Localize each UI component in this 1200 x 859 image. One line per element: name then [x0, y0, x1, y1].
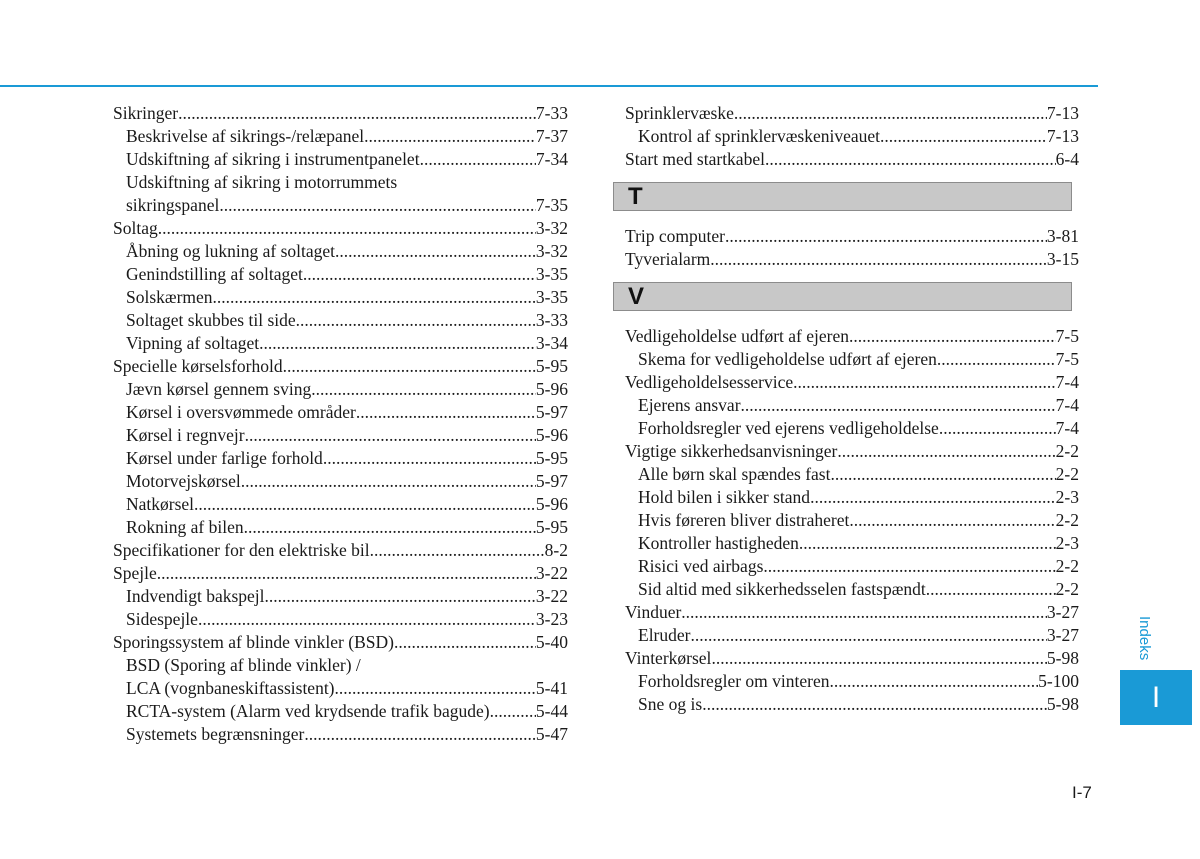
entry-page: 6-4 [1055, 149, 1079, 169]
entry-page: 7-35 [535, 195, 568, 215]
dot-leader [829, 670, 1038, 693]
dot-leader [849, 325, 1056, 348]
entry-text: Trip computer [625, 226, 725, 246]
dot-leader [763, 555, 1055, 578]
entry-page: 5-98 [1046, 648, 1079, 668]
entry-page: 3-81 [1046, 226, 1079, 246]
entry-page: 2-2 [1055, 464, 1079, 484]
entry-page: 2-3 [1055, 487, 1079, 507]
dot-leader [799, 532, 1056, 555]
index-entry[interactable] [625, 325, 1079, 348]
index-subentry[interactable] [113, 125, 568, 148]
dot-leader [356, 401, 536, 424]
index-subentry[interactable] [113, 378, 568, 401]
entry-text: Forholdsregler ved ejerens vedligeholdelse [638, 418, 939, 438]
index-subentry[interactable] [625, 417, 1079, 440]
entry-text: Specifikationer for den elektriske bil [113, 540, 370, 560]
index-subentry[interactable] [113, 447, 568, 470]
index-subentry[interactable] [113, 585, 568, 608]
entry-page: 5-95 [535, 356, 568, 376]
entry-text: Skema for vedligeholdelse udført af ejeren [638, 349, 937, 369]
dot-leader [335, 240, 536, 263]
entry-text: Indvendigt bakspejl [126, 586, 265, 606]
dot-leader [690, 624, 1046, 647]
dot-leader [323, 447, 536, 470]
entry-text: Vedligeholdelsesservice [625, 372, 794, 392]
entry-text: Kørsel i oversvømmede områder [126, 402, 356, 422]
section-tab[interactable]: I [1120, 670, 1192, 725]
entry-page: 2-2 [1055, 579, 1079, 599]
dot-leader [303, 263, 536, 286]
dot-leader [157, 562, 536, 585]
entry-page: 3-35 [535, 264, 568, 284]
entry-page: 3-27 [1046, 602, 1079, 622]
index-subentry[interactable] [625, 348, 1079, 371]
index-subentry[interactable] [113, 286, 568, 309]
index-subentry[interactable] [625, 463, 1079, 486]
index-subentry[interactable] [113, 401, 568, 424]
entry-text: Start med startkabel [625, 149, 765, 169]
entry-page: 3-34 [535, 333, 568, 353]
entry-text: LCA (vognbaneskiftassistent) [126, 678, 335, 698]
dot-leader [364, 125, 536, 148]
entry-page: 5-100 [1038, 671, 1079, 691]
dot-leader [702, 693, 1047, 716]
entry-text: Tyverialarm [625, 249, 711, 269]
entry-text: Vedligeholdelse udført af ejeren [625, 326, 850, 346]
entry-page: 5-96 [535, 425, 568, 445]
index-entry[interactable] [625, 102, 1079, 125]
entry-text: Vinterkørsel [625, 648, 712, 668]
page-number: I-7 [1072, 783, 1092, 802]
dot-leader [711, 647, 1046, 670]
index-subentry[interactable] [113, 309, 568, 332]
dot-leader [283, 355, 536, 378]
index-column-left [113, 102, 568, 746]
index-subentry[interactable] [625, 486, 1079, 509]
entry-text: Sne og is [638, 694, 703, 714]
dot-leader [880, 125, 1047, 148]
entry-page: 7-33 [535, 103, 568, 123]
dot-leader [710, 248, 1047, 271]
entry-text: Genindstilling af soltaget [126, 264, 303, 284]
entry-page: 2-2 [1055, 510, 1079, 530]
entry-page: 8-2 [544, 540, 568, 560]
letter-heading: V [613, 282, 1072, 311]
dot-leader [725, 225, 1047, 248]
entry-text: sikringspanel [126, 195, 220, 215]
entry-page: 7-5 [1055, 349, 1079, 369]
dot-leader [793, 371, 1056, 394]
index-entry[interactable] [113, 631, 568, 654]
entry-text: Spejle [113, 563, 157, 583]
entry-page: 3-35 [535, 287, 568, 307]
entry-text: Udskiftning af sikring i instrumentpanelet [126, 149, 420, 169]
dot-leader [259, 332, 536, 355]
entry-page: 7-4 [1055, 372, 1079, 392]
index-subentry[interactable] [113, 470, 568, 493]
entry-page: 3-32 [535, 241, 568, 261]
dot-leader [926, 578, 1056, 601]
entry-text: Sikringer [113, 103, 179, 123]
entry-text: Soltag [113, 218, 158, 238]
index-subentry[interactable] [113, 723, 568, 746]
index-subentry[interactable] [113, 148, 568, 171]
entry-page: 3-32 [535, 218, 568, 238]
index-subentry[interactable] [113, 171, 568, 194]
index-subentry[interactable] [625, 624, 1079, 647]
index-subentry[interactable] [113, 516, 568, 539]
dot-leader [810, 486, 1056, 509]
index-entry[interactable] [113, 102, 568, 125]
entry-text: Alle børn skal spændes fast [638, 464, 831, 484]
entry-page: 7-5 [1055, 326, 1079, 346]
entry-text: Elruder [638, 625, 691, 645]
dot-leader [265, 585, 536, 608]
entry-page: 7-13 [1046, 103, 1079, 123]
entry-text: Ejerens ansvar [638, 395, 741, 415]
index-column-right [625, 102, 1079, 716]
dot-leader [335, 677, 536, 700]
index-subentry[interactable] [113, 493, 568, 516]
index-entry[interactable] [625, 148, 1079, 171]
dot-leader [830, 463, 1055, 486]
index-entry[interactable] [113, 562, 568, 585]
dot-leader [394, 631, 536, 654]
entry-text: Sporingssystem af blinde vinkler (BSD) [113, 632, 394, 652]
dot-leader [213, 286, 536, 309]
dot-leader [311, 378, 536, 401]
index-subentry[interactable] [625, 555, 1079, 578]
index-entry[interactable] [113, 355, 568, 378]
entry-page: 5-95 [535, 517, 568, 537]
entry-page: 3-27 [1046, 625, 1079, 645]
entry-text: Vinduer [625, 602, 682, 622]
dot-leader [939, 417, 1056, 440]
entry-text: Motorvejskørsel [126, 471, 241, 491]
header-rule [0, 85, 1098, 87]
entry-text: Hold bilen i sikker stand [638, 487, 811, 507]
index-entry[interactable] [625, 371, 1079, 394]
section-label: Indeks [1136, 615, 1153, 661]
entry-text: Solskærmen [126, 287, 213, 307]
index-entry[interactable] [113, 539, 568, 562]
index-subentry[interactable] [625, 394, 1079, 417]
dot-leader [837, 440, 1055, 463]
index-entry[interactable] [625, 647, 1079, 670]
index-subentry[interactable] [625, 670, 1079, 693]
entry-page: 5-44 [535, 701, 568, 721]
entry-text: Natkørsel [126, 494, 195, 514]
index-entry[interactable] [625, 225, 1079, 248]
entry-text: BSD (Sporing af blinde vinkler) / [126, 655, 361, 675]
entry-page: 5-98 [1046, 694, 1079, 714]
entry-text: Rokning af bilen [126, 517, 244, 537]
dot-leader [245, 424, 536, 447]
entry-page: 5-41 [535, 678, 568, 698]
entry-page: 3-22 [535, 586, 568, 606]
entry-text: Kørsel under farlige forhold [126, 448, 323, 468]
index-subentry[interactable] [113, 424, 568, 447]
dot-leader [304, 723, 536, 746]
dot-leader [420, 148, 536, 171]
index-subentry[interactable] [625, 578, 1079, 601]
dot-leader [681, 601, 1047, 624]
dot-leader [219, 194, 536, 217]
dot-leader [296, 309, 536, 332]
entry-text: Jævn kørsel gennem sving [126, 379, 312, 399]
entry-page: 5-96 [535, 494, 568, 514]
entry-page: 5-97 [535, 402, 568, 422]
index-subentry[interactable] [625, 125, 1079, 148]
entry-page: 2-2 [1055, 441, 1079, 461]
entry-text: Sidespejle [126, 609, 198, 629]
entry-page: 7-13 [1046, 126, 1079, 146]
entry-text: Kontrol af sprinklervæskeniveauet [638, 126, 881, 146]
entry-page: 3-15 [1046, 249, 1079, 269]
entry-page: 7-34 [535, 149, 568, 169]
entry-text: Forholdsregler om vinteren [638, 671, 830, 691]
letter-heading: T [613, 182, 1072, 211]
entry-page: 2-2 [1055, 556, 1079, 576]
entry-text: Kontroller hastigheden [638, 533, 799, 553]
index-subentry[interactable] [113, 332, 568, 355]
entry-page: 5-97 [535, 471, 568, 491]
entry-page: 2-3 [1055, 533, 1079, 553]
entry-text: Specielle kørselsforhold [113, 356, 283, 376]
entry-text: Sprinklervæske [625, 103, 734, 123]
entry-text: Beskrivelse af sikrings-/relæpanel [126, 126, 365, 146]
index-subentry[interactable] [113, 263, 568, 286]
entry-page: 5-95 [535, 448, 568, 468]
dot-leader [158, 217, 536, 240]
entry-text: Risici ved airbags [638, 556, 764, 576]
dot-leader [765, 148, 1056, 171]
dot-leader [734, 102, 1047, 125]
entry-page: 5-96 [535, 379, 568, 399]
index-subentry[interactable] [113, 194, 568, 217]
entry-text: RCTA-system (Alarm ved krydsende trafik bagude) [126, 701, 490, 721]
index-subentry[interactable] [113, 240, 568, 263]
dot-leader [241, 470, 536, 493]
entry-text: Systemets begrænsninger [126, 724, 305, 744]
entry-page: 5-40 [535, 632, 568, 652]
dot-leader [244, 516, 536, 539]
index-entry[interactable] [113, 217, 568, 240]
entry-page: 7-4 [1055, 395, 1079, 415]
dot-leader [370, 539, 545, 562]
dot-leader [490, 700, 536, 723]
index-subentry[interactable] [113, 654, 568, 677]
dot-leader [741, 394, 1056, 417]
dot-leader [178, 102, 536, 125]
index-subentry[interactable] [113, 677, 568, 700]
dot-leader [937, 348, 1056, 371]
index-subentry[interactable] [625, 509, 1079, 532]
entry-text: Vigtige sikkerhedsanvisninger [625, 441, 838, 461]
dot-leader [849, 509, 1055, 532]
entry-page: 7-4 [1055, 418, 1079, 438]
entry-page: 5-47 [535, 724, 568, 744]
index-entry[interactable] [625, 601, 1079, 624]
index-subentry[interactable] [113, 608, 568, 631]
entry-text: Hvis føreren bliver distraheret [638, 510, 850, 530]
entry-page: 3-33 [535, 310, 568, 330]
dot-leader [198, 608, 536, 631]
entry-page: 3-22 [535, 563, 568, 583]
entry-text: Kørsel i regnvejr [126, 425, 245, 445]
index-entry[interactable] [625, 248, 1079, 271]
index-subentry[interactable] [625, 693, 1079, 716]
entry-text: Udskiftning af sikring i motorrummets [126, 172, 398, 192]
entry-text: Soltaget skubbes til side [126, 310, 296, 330]
index-entry[interactable] [625, 440, 1079, 463]
entry-text: Åbning og lukning af soltaget [126, 241, 336, 261]
entry-page: 3-23 [535, 609, 568, 629]
entry-text: Sid altid med sikkerhedsselen fastspændt [638, 579, 926, 599]
index-subentry[interactable] [113, 700, 568, 723]
entry-page: 7-37 [535, 126, 568, 146]
entry-text: Vipning af soltaget [126, 333, 260, 353]
index-subentry[interactable] [625, 532, 1079, 555]
dot-leader [194, 493, 536, 516]
